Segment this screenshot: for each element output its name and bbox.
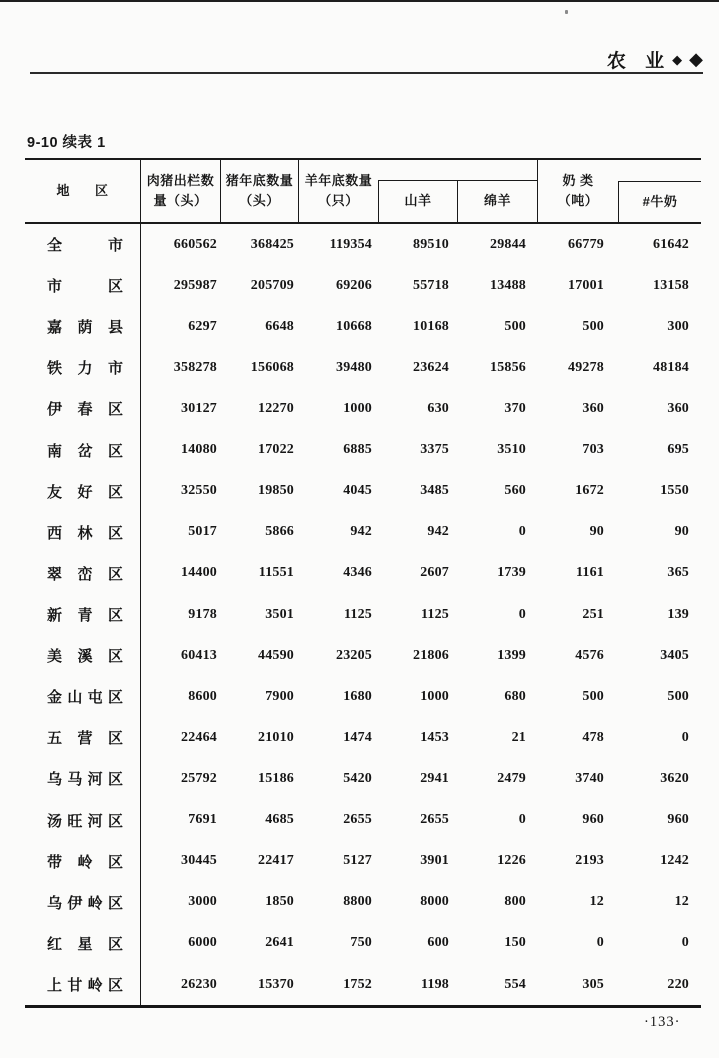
cow-milk-value: 365 [667, 565, 689, 581]
cow-milk-value: 48184 [653, 359, 689, 375]
pig-yearend-value: 4685 [265, 812, 294, 828]
sheep-yearend-value: 1000 [343, 400, 372, 416]
table-row [25, 717, 701, 758]
table-row [25, 430, 701, 471]
table-row [25, 882, 701, 923]
page-number: ·133· [644, 1014, 681, 1030]
region-name: 西林区 [47, 524, 123, 542]
sheep-value: 0 [518, 606, 526, 622]
goat-value: 1453 [420, 729, 449, 745]
region-name-cell [25, 800, 141, 841]
goat-value: 1000 [420, 688, 449, 704]
header-pig-slaughter [141, 160, 221, 222]
table-row [25, 347, 701, 388]
table-row [25, 265, 701, 306]
goat-value: 21806 [413, 647, 449, 663]
pig-slaughter-value: 30127 [181, 400, 217, 416]
region-name: 伊春区 [47, 401, 123, 419]
table-row [25, 841, 701, 882]
pig-yearend-value: 21010 [258, 729, 294, 745]
pig-yearend-value: 22417 [258, 853, 294, 869]
cow-milk-value: 220 [667, 976, 689, 992]
sheep-yearend-value: 23205 [336, 647, 372, 663]
sheep-yearend-value: 5420 [343, 770, 372, 786]
sheep-yearend-value: 69206 [336, 277, 372, 293]
region-name: 乌马河区 [47, 771, 123, 789]
pig-slaughter-value: 30445 [181, 853, 217, 869]
pig-yearend-value: 15186 [258, 770, 294, 786]
pig-yearend-value: 11551 [258, 565, 294, 581]
cow-milk-value: 360 [667, 400, 689, 416]
sheep-value: 150 [504, 935, 526, 951]
goat-value: 3485 [420, 483, 449, 499]
milk-value: 960 [582, 812, 604, 828]
region-name: 乌伊岭区 [47, 894, 123, 912]
sheep-yearend-value: 4346 [343, 565, 372, 581]
milk-value: 1672 [575, 483, 604, 499]
milk-value: 17001 [568, 277, 604, 293]
sheep-value: 370 [504, 400, 526, 416]
header-pig-yearend [221, 160, 299, 222]
table-row [25, 594, 701, 635]
goat-value: 630 [427, 400, 449, 416]
sheep-yearend-value: 1125 [343, 606, 372, 622]
region-name-cell [25, 347, 141, 388]
region-name-cell [25, 635, 141, 676]
region-name: 汤旺河区 [47, 812, 123, 830]
goat-value: 23624 [413, 359, 449, 375]
cow-milk-value: 12 [674, 894, 689, 910]
region-name-cell [25, 923, 141, 964]
goat-value: 2607 [420, 565, 449, 581]
milk-value: 3740 [575, 770, 604, 786]
pig-yearend-value: 368425 [250, 236, 294, 252]
pig-slaughter-value: 26230 [181, 976, 217, 992]
pig-yearend-value: 44590 [258, 647, 294, 663]
sheep-yearend-value: 39480 [336, 359, 372, 375]
table-row [25, 224, 701, 265]
region-name-cell [25, 388, 141, 429]
pig-yearend-value: 6648 [265, 318, 294, 334]
table-row [25, 923, 701, 964]
pig-slaughter-value: 9178 [188, 606, 217, 622]
sheep-value: 3510 [497, 442, 526, 458]
milk-value: 305 [582, 976, 604, 992]
pig-slaughter-value: 32550 [181, 483, 217, 499]
region-name: 上甘岭区 [47, 977, 123, 995]
goat-value: 3375 [420, 442, 449, 458]
goat-value: 2655 [420, 812, 449, 828]
milk-value: 251 [582, 606, 604, 622]
pig-slaughter-value: 3000 [188, 894, 217, 910]
milk-value: 2193 [575, 853, 604, 869]
section-title [607, 46, 703, 72]
milk-value: 703 [582, 442, 604, 458]
pig-yearend-value: 1850 [265, 894, 294, 910]
sheep-value: 800 [504, 894, 526, 910]
table-row [25, 553, 701, 594]
region-name: 美溪区 [47, 648, 123, 666]
milk-value: 1161 [575, 565, 604, 581]
pig-yearend-value: 156068 [250, 359, 294, 375]
region-name: 带岭区 [47, 853, 123, 871]
milk-value: 66779 [568, 236, 604, 252]
cow-milk-value: 61642 [653, 236, 689, 252]
diamond-icon: ◆ [689, 49, 703, 69]
region-name-cell [25, 224, 141, 265]
region-name: 市区 [47, 278, 123, 296]
pig-yearend-value: 19850 [258, 483, 294, 499]
sheep-value: 2479 [497, 770, 526, 786]
header-line: 绵羊 [483, 193, 511, 209]
cow-milk-value: 13158 [653, 277, 689, 293]
goat-value: 8000 [420, 894, 449, 910]
goat-value: 55718 [413, 277, 449, 293]
region-name: 友好区 [47, 483, 123, 501]
region-name-cell [25, 717, 141, 758]
header-line: 猪年底数量 [225, 172, 294, 188]
sheep-value: 680 [504, 688, 526, 704]
sheep-value: 29844 [490, 236, 526, 252]
region-name-cell [25, 964, 141, 1005]
sheep-value: 21 [511, 729, 526, 745]
table-row [25, 758, 701, 799]
goat-value: 1198 [420, 976, 449, 992]
cow-milk-value: 0 [681, 729, 689, 745]
cow-milk-value: 3620 [660, 770, 689, 786]
pig-slaughter-value: 358278 [173, 359, 217, 375]
cow-milk-value: 0 [681, 935, 689, 951]
table-row [25, 964, 701, 1005]
header-region-label: 地 区 [56, 182, 109, 198]
sheep-yearend-value: 942 [350, 524, 372, 540]
pig-slaughter-value: 22464 [181, 729, 217, 745]
region-name-cell [25, 882, 141, 923]
cow-milk-value: 90 [674, 524, 689, 540]
pig-slaughter-value: 6297 [188, 318, 217, 334]
table-body [25, 224, 701, 1008]
pig-slaughter-value: 60413 [181, 647, 217, 663]
region-name: 新青区 [47, 607, 123, 625]
sheep-value: 1226 [497, 853, 526, 869]
header-line: （头） [239, 193, 280, 208]
header-line: （只） [318, 193, 359, 208]
sheep-yearend-value: 5127 [343, 853, 372, 869]
sheep-yearend-value: 119354 [329, 236, 372, 252]
goat-value: 1125 [420, 606, 449, 622]
region-name: 全市 [47, 237, 123, 255]
milk-value: 360 [582, 400, 604, 416]
milk-value: 478 [582, 729, 604, 745]
pig-yearend-value: 17022 [258, 442, 294, 458]
sheep-yearend-value: 4045 [343, 483, 372, 499]
milk-value: 4576 [575, 647, 604, 663]
milk-value: 49278 [568, 359, 604, 375]
region-name: 南岔区 [47, 442, 123, 460]
milk-value: 12 [589, 894, 604, 910]
livestock-table [25, 158, 701, 1008]
region-name-cell [25, 512, 141, 553]
region-name-cell [25, 471, 141, 512]
pig-slaughter-value: 295987 [173, 277, 217, 293]
pig-slaughter-value: 14400 [181, 565, 217, 581]
pig-yearend-value: 2641 [265, 935, 294, 951]
sheep-yearend-value: 750 [350, 935, 372, 951]
cow-milk-value: 139 [667, 606, 689, 622]
sheep-value: 1399 [497, 647, 526, 663]
sheep-value: 15856 [490, 359, 526, 375]
header-line: 山羊 [404, 193, 432, 209]
sheep-yearend-value: 6885 [343, 442, 372, 458]
sheep-value: 0 [518, 524, 526, 540]
header-line: （吨） [557, 193, 599, 208]
sheep-yearend-value: 1752 [343, 976, 372, 992]
milk-value: 500 [582, 318, 604, 334]
table-caption: 9-10 续表 1 [27, 135, 106, 151]
milk-value: 500 [582, 688, 604, 704]
region-name-cell [25, 306, 141, 347]
header-line: 量（头） [153, 193, 208, 208]
goat-value: 942 [427, 524, 449, 540]
region-name: 红星区 [47, 935, 123, 953]
sheep-value: 0 [518, 812, 526, 828]
cow-milk-value: 500 [667, 688, 689, 704]
section-title-text: 农 业 [606, 50, 666, 72]
sheep-value: 500 [504, 318, 526, 334]
pig-slaughter-value: 6000 [188, 935, 217, 951]
region-name-cell [25, 265, 141, 306]
table-row [25, 676, 701, 717]
sheep-yearend-value: 1474 [343, 729, 372, 745]
pig-slaughter-value: 660562 [173, 236, 217, 252]
header-line: 肉猪出栏数 [146, 172, 215, 188]
diamond-icon: ◆ [672, 51, 683, 67]
header-line: #牛奶 [642, 193, 678, 209]
cow-milk-value: 1550 [660, 483, 689, 499]
header-rule [30, 72, 703, 74]
table-header [25, 158, 701, 224]
header-line: 奶 类 [562, 172, 594, 188]
header-line: 羊年底数量 [304, 172, 373, 188]
region-name-cell [25, 841, 141, 882]
pig-yearend-value: 12270 [258, 400, 294, 416]
pig-yearend-value: 205709 [250, 277, 294, 293]
scan-top-edge [0, 0, 719, 2]
header-goat [378, 180, 457, 222]
header-milk [537, 160, 618, 222]
cow-milk-value: 695 [667, 442, 689, 458]
sheep-yearend-value: 1680 [343, 688, 372, 704]
pig-yearend-value: 5866 [265, 524, 294, 540]
pig-yearend-value: 15370 [258, 976, 294, 992]
sheep-yearend-value: 10668 [336, 318, 372, 334]
cow-milk-value: 3405 [660, 647, 689, 663]
table-row [25, 635, 701, 676]
cow-milk-value: 960 [667, 812, 689, 828]
region-name-cell [25, 676, 141, 717]
pig-slaughter-value: 5017 [188, 524, 217, 540]
header-sheep [457, 180, 537, 222]
milk-value: 0 [596, 935, 604, 951]
region-name: 铁力市 [47, 360, 123, 378]
sheep-value: 1739 [497, 565, 526, 581]
sheep-yearend-value: 2655 [343, 812, 372, 828]
table-row [25, 306, 701, 347]
pig-slaughter-value: 25792 [181, 770, 217, 786]
pig-yearend-value: 3501 [265, 606, 294, 622]
sheep-value: 560 [504, 483, 526, 499]
goat-value: 600 [427, 935, 449, 951]
table-row [25, 388, 701, 429]
table-row [25, 512, 701, 553]
milk-value: 90 [589, 524, 604, 540]
pig-slaughter-value: 8600 [188, 688, 217, 704]
region-name: 嘉荫县 [47, 319, 123, 337]
goat-value: 2941 [420, 770, 449, 786]
region-name-cell [25, 430, 141, 471]
region-name: 五营区 [47, 730, 123, 748]
pig-yearend-value: 7900 [265, 688, 294, 704]
header-cow-milk [618, 181, 701, 222]
cow-milk-value: 300 [667, 318, 689, 334]
scan-speck [565, 10, 568, 14]
pig-slaughter-value: 7691 [188, 812, 217, 828]
goat-value: 10168 [413, 318, 449, 334]
table-row [25, 471, 701, 512]
header-sheep-yearend [299, 160, 378, 222]
region-name: 金山屯区 [47, 689, 123, 707]
sheep-value: 13488 [490, 277, 526, 293]
region-name-cell [25, 553, 141, 594]
region-name-cell [25, 594, 141, 635]
region-name-cell [25, 758, 141, 799]
pig-slaughter-value: 14080 [181, 442, 217, 458]
goat-value: 89510 [413, 236, 449, 252]
region-name: 翠峦区 [47, 565, 123, 583]
table-row [25, 800, 701, 841]
goat-value: 3901 [420, 853, 449, 869]
header-region [25, 160, 141, 222]
cow-milk-value: 1242 [660, 853, 689, 869]
sheep-value: 554 [504, 976, 526, 992]
sheep-yearend-value: 8800 [343, 894, 372, 910]
